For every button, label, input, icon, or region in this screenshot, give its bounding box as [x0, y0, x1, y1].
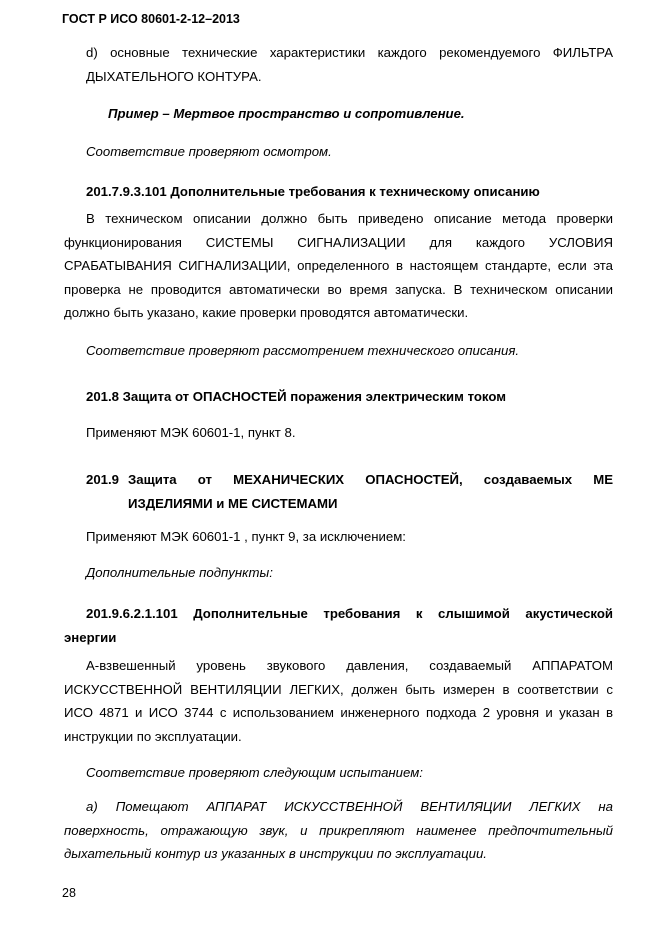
example-note: Пример – Мертвое пространство и сопротивление. — [108, 106, 465, 121]
body-line: А-взвешенный уровень звукового давления, создаваемый АППАРАТОМ — [86, 658, 613, 673]
item-a-line: а) Помещают АППАРАТ ИСКУССТВЕННОЙ ВЕНТИЛЯЦИИ ЛЕГКИХ на — [86, 799, 613, 814]
section-title-line: Защита от МЕХАНИЧЕСКИХ ОПАСНОСТЕЙ, создаваемых МЕ — [128, 472, 613, 487]
document-header: ГОСТ Р ИСО 80601-2-12–2013 — [62, 12, 240, 26]
section-title-line: ИЗДЕЛИЯМИ и МЕ СИСТЕМАМИ — [128, 495, 338, 511]
section-number: 201.9 — [86, 472, 120, 487]
item-a-line: дыхательный контур из указанных в инструкции по эксплуатации. — [64, 846, 487, 861]
item-d-line: d) основные технические характеристики каждого рекомендуемого ФИЛЬТРА — [86, 45, 613, 60]
body-line: проверка не проводится автоматически во время запуска. В техническом описании — [64, 281, 613, 297]
item-a-line: поверхность, отражающую звук, и прикрепляют наименее предпочтительный — [64, 822, 613, 838]
item-d — [86, 41, 613, 88]
section-heading-201-9-6-2-1-101 — [64, 602, 613, 649]
section-body-201-9: Применяют МЭК 60601-1 , пункт 9, за исключением: — [86, 529, 406, 544]
body-line: должно быть указано, какие проверки проводятся автоматически. — [64, 305, 469, 320]
compliance-statement: Соответствие проверяют следующим испытанием: — [86, 765, 423, 780]
item-a — [64, 795, 613, 866]
section-heading-201-7-9-3-101: 201.7.9.3.101 Дополнительные требования к техническому описанию — [86, 184, 540, 199]
section-body-201-9-6-2-1-101 — [64, 654, 613, 748]
body-line: ИСКУССТВЕННОЙ ВЕНТИЛЯЦИИ ЛЕГКИХ, должен быть измерен в соответствии с — [64, 681, 613, 697]
section-body-201-7-9-3-101 — [64, 207, 613, 325]
body-line: функционирования СИСТЕМЫ СИГНАЛИЗАЦИИ для каждого УСЛОВИЯ — [64, 234, 613, 250]
section-body-201-8: Применяют МЭК 60601-1, пункт 8. — [86, 425, 296, 440]
body-line: В техническом описании должно быть приведено описание метода проверки — [86, 211, 613, 226]
body-line: ИСО 4871 и ИСО 3744 с использованием инженерного подхода 2 уровня и указан в — [64, 705, 613, 720]
compliance-statement: Соответствие проверяют рассмотрением технического описания. — [86, 343, 520, 358]
section-heading-201-8: 201.8 Защита от ОПАСНОСТЕЙ поражения электрическим током — [86, 389, 506, 404]
section-title-line: 201.9.6.2.1.101 Дополнительные требования к слышимой акустической — [86, 606, 613, 621]
compliance-statement: Соответствие проверяют осмотром. — [86, 144, 332, 159]
page-number: 28 — [62, 886, 76, 900]
additional-subclauses-label: Дополнительные подпункты: — [86, 565, 273, 580]
body-line: инструкции по эксплуатации. — [64, 728, 242, 744]
section-heading-201-9 — [86, 468, 613, 515]
body-line: СРАБАТЫВАНИЯ СИГНАЛИЗАЦИИ, определенного в настоящем стандарте, если эта — [64, 258, 613, 273]
section-title-line: энергии — [64, 629, 117, 645]
item-d-line: ДЫХАТЕЛЬНОГО КОНТУРА. — [86, 68, 262, 84]
